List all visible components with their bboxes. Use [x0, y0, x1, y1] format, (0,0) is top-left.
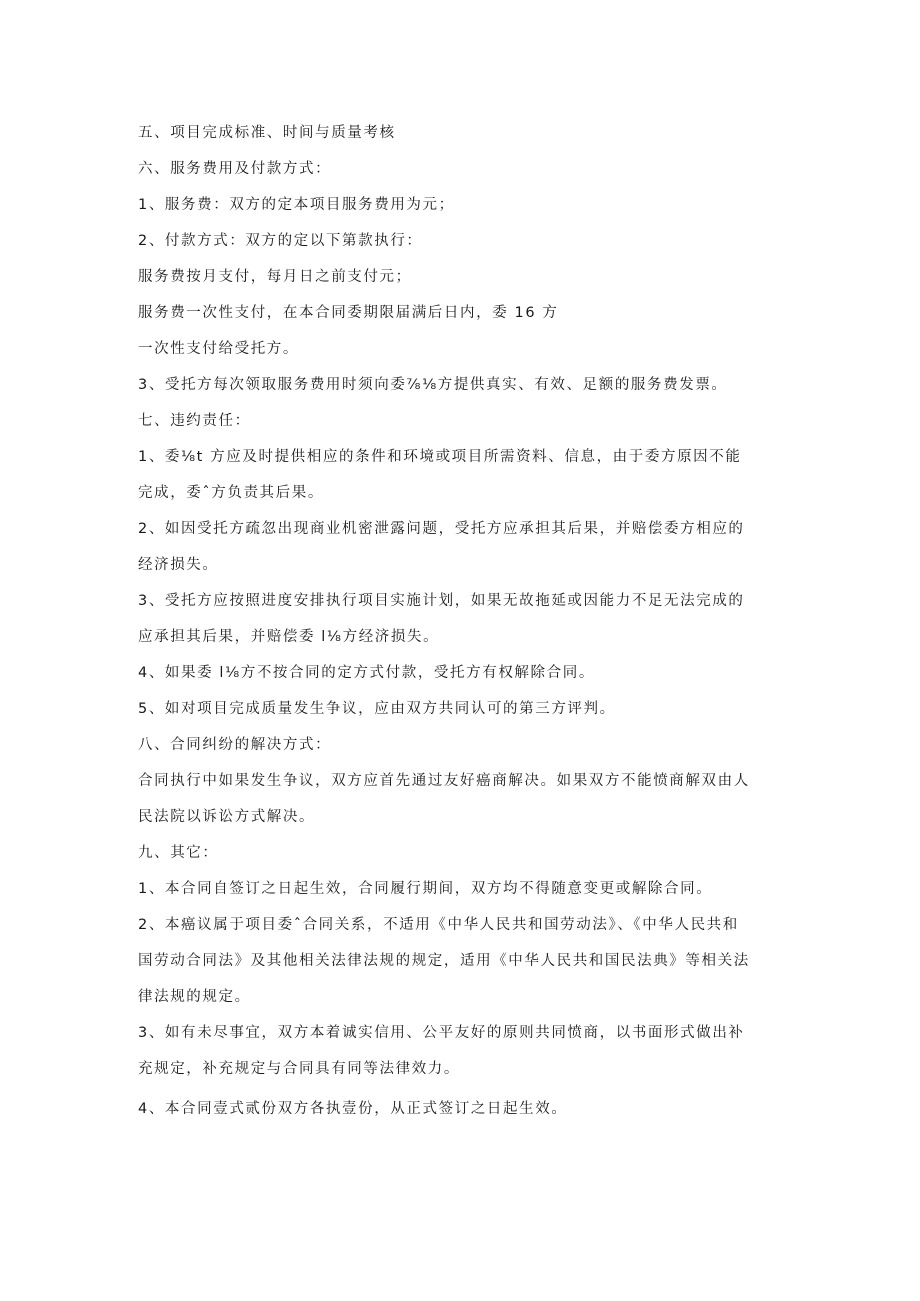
paragraph-line: 合同执行中如果发生争议，双方应首先通过友好癌商解决。如果双方不能愤商解双由人 [138, 773, 750, 789]
section-heading-8: 八、合同纠纷的解决方式： [138, 737, 332, 753]
paragraph-line: 充规定，补充规定与合同具有同等法律效力。 [138, 1061, 460, 1077]
section-heading-9: 九、其它： [138, 845, 219, 861]
paragraph-line: 一次性支付给受托方。 [138, 341, 299, 357]
paragraph-line: 3、受托方每次领取服务费用时须向委⅞⅛方提供真实、有效、足额的服务费发票。 [138, 377, 728, 393]
paragraph-line: 应承担其后果，并赔偿委 l⅛方经济损失。 [138, 629, 440, 645]
paragraph-line: 1、本合同自签订之日起生效，合同履行期间，双方均不得随意变更或解除合同。 [138, 881, 713, 897]
paragraph-line: 3、受托方应按照进度安排执行项目实施计划，如果无故拖延或因能力不足无法完成的 [138, 593, 745, 609]
paragraph-line: 经济损失。 [138, 557, 219, 573]
paragraph-line: 3、如有未尽事宜，双方本着诚实信用、公平友好的原则共同愤商，以书面形式做出补 [138, 1025, 745, 1041]
paragraph-line: 律法规的规定。 [138, 989, 251, 1005]
paragraph-line: 5、如对项目完成质量发生争议，应由双方共同认可的第三方评判。 [138, 701, 616, 717]
paragraph-line: 1、委⅛t 方应及时提供相应的条件和环境或项目所需资料、信息，由于委方原因不能 [138, 449, 742, 465]
paragraph-line: 2、本癌议属于项目委ˆ合同关系，不适用《中华人民共和国劳动法》、《中华人民共和 [138, 917, 739, 933]
paragraph-line: 4、本合同壹式贰份双方各执壹份，从正式签订之日起生效。 [138, 1101, 568, 1117]
paragraph-line: 2、如因受托方疏忽出现商业机密泄露问题，受托方应承担其后果，并赔偿委方相应的 [138, 521, 745, 537]
paragraph-line: 服务费一次性支付，在本合同委期限届满后日内，委 16 方 [138, 305, 559, 321]
paragraph-line: 服务费按月支付，每月日之前支付元； [138, 269, 412, 285]
document-page [138, 115, 788, 1127]
section-heading-5: 五、项目完成标准、时间与质量考核 [138, 125, 396, 141]
paragraph-line: 民法院以诉讼方式解决。 [138, 809, 316, 825]
paragraph-line: 4、如果委 l⅛方不按合同的定方式付款，受托方有权解除合同。 [138, 665, 595, 681]
paragraph-line: 国劳动合同法》及其他相关法律法规的规定，适用《中华人民共和国民法典》等相关法 [138, 953, 750, 969]
section-heading-7: 七、违约责任： [138, 413, 251, 429]
paragraph-line: 2、付款方式：双方的定以下第款执行： [138, 233, 423, 249]
paragraph-line: 1、服务费：双方的定本项目服务费用为元； [138, 197, 455, 213]
section-heading-6: 六、服务费用及付款方式： [138, 161, 332, 177]
paragraph-line: 完成，委ˆ方负责其后果。 [138, 485, 324, 501]
